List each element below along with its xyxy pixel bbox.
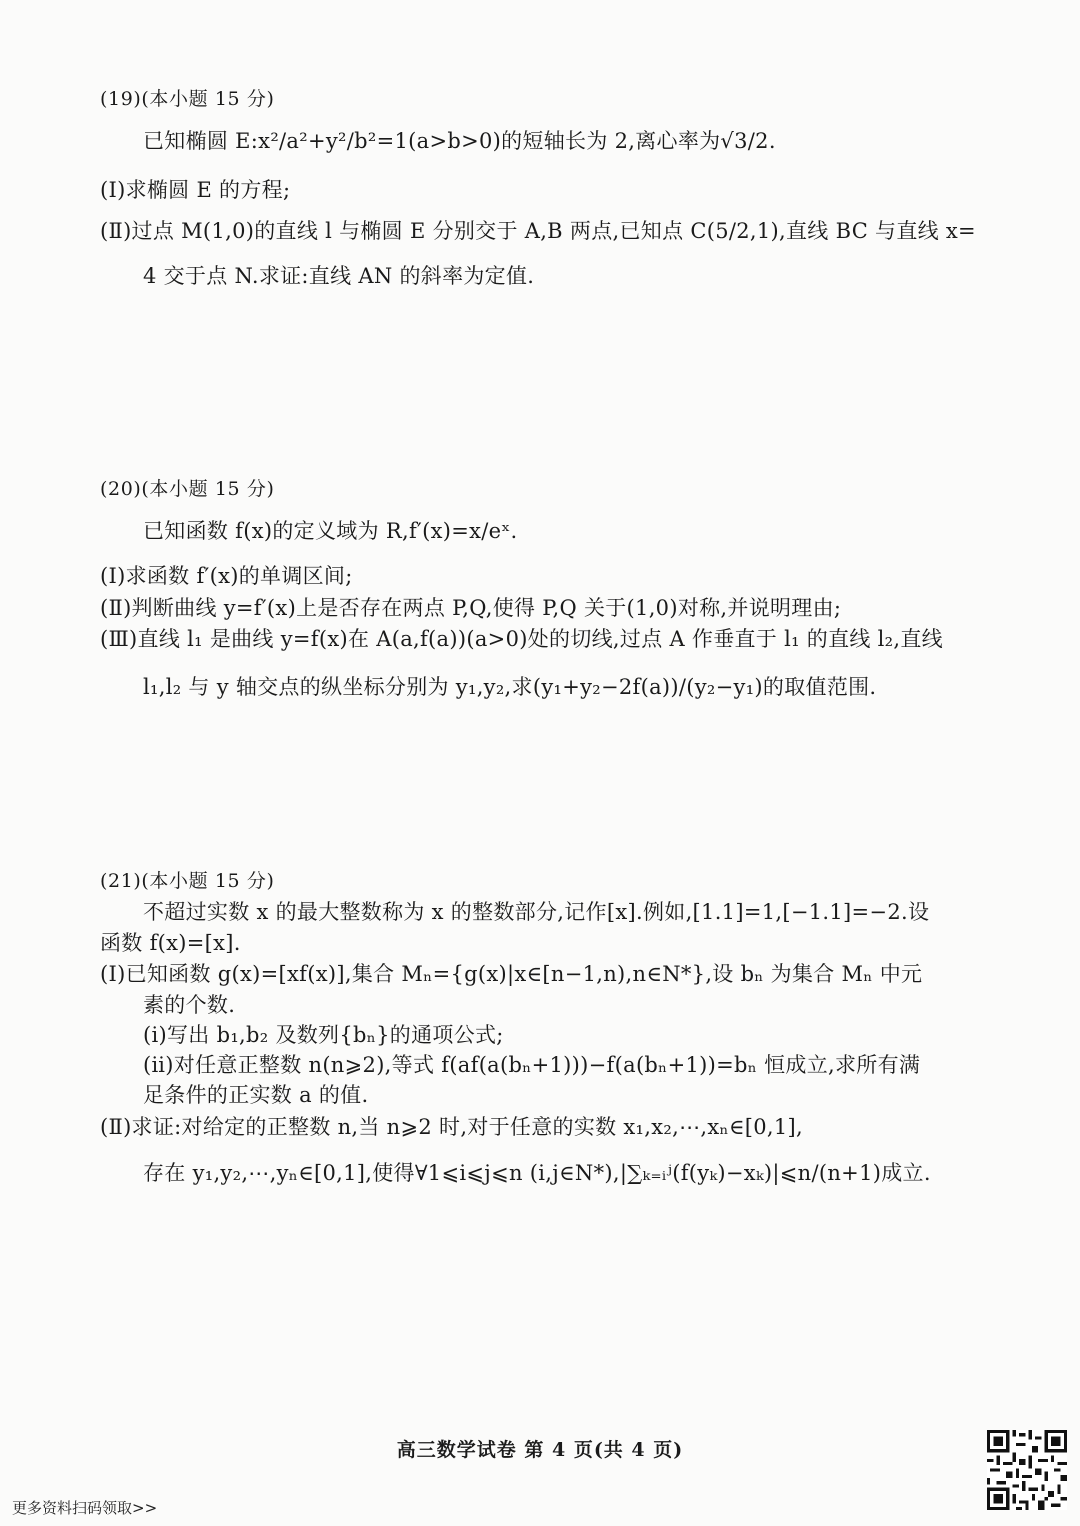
q21-part1-line1: (Ⅰ)已知函数 g(x)=[xf(x)],集合 Mₙ={g(x)|x∈[n−1,n),n∈N*},设 bₙ 为集合 Mₙ 中元 [100, 962, 923, 986]
q19-stem: 已知椭圆 E:x²/a²+y²/b²=1(a>b>0)的短轴长为 2,离心率为√3/2. [143, 129, 776, 153]
q21-stem-line1: 不超过实数 x 的最大整数称为 x 的整数部分,记作[x].例如,[1.1]=1,[−1.1]=−2.设 [143, 900, 930, 924]
q21-header: (21)(本小题 15 分) [100, 870, 275, 892]
scan-note: 更多资料扫码领取>> [12, 1499, 158, 1517]
q20-part3-line1: (Ⅲ)直线 l₁ 是曲线 y=f(x)在 A(a,f(a))(a>0)处的切线,过点 A 作垂直于 l₁ 的直线 l₂,直线 [100, 627, 943, 651]
q21-part2-line2: 存在 y₁,y₂,⋯,yₙ∈[0,1],使得∀1⩽i⩽j⩽n (i,j∈N*),|∑ₖ₌ᵢʲ(f(yₖ)−xₖ)|⩽n/(n+1)成立. [143, 1161, 931, 1185]
page-footer: 高三数学试卷 第 4 页(共 4 页) [396, 1439, 684, 1461]
q21-part2-line1: (Ⅱ)求证:对给定的正整数 n,当 n⩾2 时,对于任意的实数 x₁,x₂,⋯,xₙ∈[0,1], [100, 1115, 803, 1139]
q20-part1: (Ⅰ)求函数 f′(x)的单调区间; [100, 564, 353, 588]
q21-sub-i: (ⅰ)写出 b₁,b₂ 及数列{bₙ}的通项公式; [143, 1023, 504, 1047]
q21-sub-ii-line1: (ⅱ)对任意正整数 n(n⩾2),等式 f(af(a(bₙ+1)))−f(a(bₙ+1))=bₙ 恒成立,求所有满 [143, 1053, 921, 1077]
qr-code-icon[interactable] [987, 1430, 1067, 1510]
q19-part2-line1: (Ⅱ)过点 M(1,0)的直线 l 与椭圆 E 分别交于 A,B 两点,已知点 C(5/2,1),直线 BC 与直线 x= [100, 219, 976, 243]
q20-part2: (Ⅱ)判断曲线 y=f′(x)上是否存在两点 P,Q,使得 P,Q 关于(1,0)对称,并说明理由; [100, 596, 842, 620]
q20-part3-line2: l₁,l₂ 与 y 轴交点的纵坐标分别为 y₁,y₂,求(y₁+y₂−2f(a))/(y₂−y₁)的取值范围. [143, 675, 877, 699]
q20-header: (20)(本小题 15 分) [100, 478, 275, 500]
q21-sub-ii-line2: 足条件的正实数 a 的值. [143, 1083, 369, 1107]
q19-header: (19)(本小题 15 分) [100, 88, 275, 110]
q19-part1: (Ⅰ)求椭圆 E 的方程; [100, 178, 291, 202]
q19-part2-line2: 4 交于点 N.求证:直线 AN 的斜率为定值. [143, 264, 535, 288]
q21-part1-line2: 素的个数. [143, 993, 236, 1017]
q20-stem: 已知函数 f(x)的定义域为 R,f′(x)=x/eˣ. [143, 519, 518, 543]
q21-stem-line2: 函数 f(x)=[x]. [100, 931, 241, 955]
